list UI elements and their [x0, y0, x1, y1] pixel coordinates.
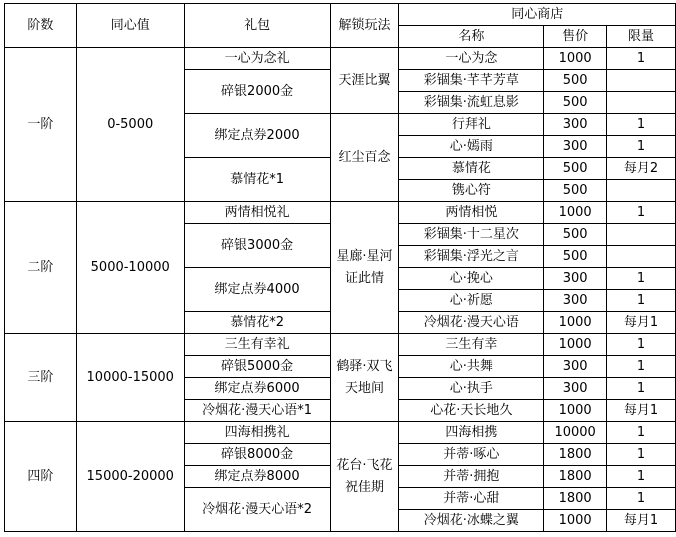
- header-shop: 同心商店: [399, 4, 676, 26]
- tier-range: 10000-15000: [76, 334, 184, 422]
- shop-name: 彩锢集·流虹息影: [399, 92, 544, 114]
- header-unlock: 解锁玩法: [330, 4, 399, 48]
- shop-limit: 1: [607, 268, 676, 290]
- shop-price: 1000: [544, 510, 607, 532]
- shop-name: 心·嫣雨: [399, 136, 544, 158]
- shop-price: 500: [544, 70, 607, 92]
- shop-price: 300: [544, 136, 607, 158]
- shop-limit: 1: [607, 488, 676, 510]
- gift-cell: 绑定点券4000: [184, 268, 330, 312]
- header-gift: 礼包: [184, 4, 330, 48]
- shop-price: 1000: [544, 334, 607, 356]
- shop-limit: 1: [607, 422, 676, 444]
- shop-name: 慕情花: [399, 158, 544, 180]
- shop-limit: 1: [607, 466, 676, 488]
- shop-limit: [607, 180, 676, 202]
- gift-cell: 三生有幸礼: [184, 334, 330, 356]
- gift-cell: 慕情花*1: [184, 158, 330, 202]
- shop-price: 500: [544, 92, 607, 114]
- shop-name: 并蒂·心甜: [399, 488, 544, 510]
- shop-name: 并蒂·啄心: [399, 444, 544, 466]
- shop-limit: 每月2: [607, 158, 676, 180]
- shop-limit: 1: [607, 334, 676, 356]
- shop-limit: 1: [607, 356, 676, 378]
- unlock-cell: 花台·飞花祝佳期: [330, 422, 399, 532]
- shop-name: 两情相悦: [399, 202, 544, 224]
- header-limit: 限量: [607, 26, 676, 48]
- shop-limit: 1: [607, 378, 676, 400]
- shop-name: 彩锢集·十二星次: [399, 224, 544, 246]
- shop-price: 1000: [544, 48, 607, 70]
- shop-limit: 1: [607, 48, 676, 70]
- shop-name: 并蒂·拥抱: [399, 466, 544, 488]
- shop-price: 300: [544, 290, 607, 312]
- shop-price: 500: [544, 180, 607, 202]
- shop-limit: 1: [607, 202, 676, 224]
- shop-name: 行拜礼: [399, 114, 544, 136]
- shop-name: 心·执手: [399, 378, 544, 400]
- shop-name: 一心为念: [399, 48, 544, 70]
- shop-name: 心·共舞: [399, 356, 544, 378]
- shop-price: 300: [544, 114, 607, 136]
- shop-price: 1800: [544, 488, 607, 510]
- shop-price: 1800: [544, 466, 607, 488]
- tier-range: 0-5000: [76, 48, 184, 202]
- shop-limit: [607, 224, 676, 246]
- shop-price: 1800: [544, 444, 607, 466]
- gift-cell: 冷烟花·漫天心语*2: [184, 488, 330, 532]
- shop-name: 彩锢集·浮光之言: [399, 246, 544, 268]
- heart-shop-table: [4, 3, 676, 532]
- gift-cell: 绑定点券8000: [184, 466, 330, 488]
- shop-name: 镌心符: [399, 180, 544, 202]
- shop-limit: 1: [607, 444, 676, 466]
- shop-price: 1000: [544, 202, 607, 224]
- shop-name: 三生有幸: [399, 334, 544, 356]
- shop-limit: [607, 92, 676, 114]
- shop-limit: 1: [607, 136, 676, 158]
- gift-cell: 慕情花*2: [184, 312, 330, 334]
- gift-cell: 绑定点券2000: [184, 114, 330, 158]
- tier-range: 15000-20000: [76, 422, 184, 532]
- header-heart-value: 同心值: [76, 4, 184, 48]
- shop-name: 心花·天长地久: [399, 400, 544, 422]
- gift-cell: 一心为念礼: [184, 48, 330, 70]
- shop-name: 彩锢集·芊芊芳草: [399, 70, 544, 92]
- gift-cell: 四海相携礼: [184, 422, 330, 444]
- shop-price: 10000: [544, 422, 607, 444]
- tier-label: 一阶: [5, 48, 77, 202]
- shop-limit: 每月1: [607, 312, 676, 334]
- unlock-cell: 鹤驿·双飞天地间: [330, 334, 399, 422]
- shop-price: 1000: [544, 400, 607, 422]
- shop-name: 四海相携: [399, 422, 544, 444]
- shop-limit: 每月1: [607, 400, 676, 422]
- shop-limit: [607, 70, 676, 92]
- unlock-cell: 星廊·星河证此情: [330, 202, 399, 334]
- shop-price: 500: [544, 246, 607, 268]
- tier-label: 四阶: [5, 422, 77, 532]
- shop-name: 冷烟花·漫天心语: [399, 312, 544, 334]
- shop-price: 500: [544, 224, 607, 246]
- unlock-cell: 红尘百念: [330, 114, 399, 202]
- shop-limit: 1: [607, 290, 676, 312]
- shop-price: 300: [544, 378, 607, 400]
- unlock-cell: 天涯比翼: [330, 48, 399, 114]
- shop-limit: 1: [607, 114, 676, 136]
- header-name: 名称: [399, 26, 544, 48]
- shop-price: 500: [544, 158, 607, 180]
- gift-cell: 碎银3000金: [184, 224, 330, 268]
- gift-cell: 碎银5000金: [184, 356, 330, 378]
- gift-cell: 两情相悦礼: [184, 202, 330, 224]
- tier-label: 三阶: [5, 334, 77, 422]
- gift-cell: 碎银2000金: [184, 70, 330, 114]
- tier-label: 二阶: [5, 202, 77, 334]
- shop-limit: [607, 246, 676, 268]
- header-price: 售价: [544, 26, 607, 48]
- tier-range: 5000-10000: [76, 202, 184, 334]
- shop-limit: 每月1: [607, 510, 676, 532]
- shop-name: 心·挽心: [399, 268, 544, 290]
- gift-cell: 绑定点券6000: [184, 378, 330, 400]
- shop-price: 300: [544, 356, 607, 378]
- shop-price: 300: [544, 268, 607, 290]
- shop-name: 心·祈愿: [399, 290, 544, 312]
- gift-cell: 碎银8000金: [184, 444, 330, 466]
- gift-cell: 冷烟花·漫天心语*1: [184, 400, 330, 422]
- shop-price: 1000: [544, 312, 607, 334]
- header-tier: 阶数: [5, 4, 77, 48]
- shop-name: 冷烟花·冰蝶之翼: [399, 510, 544, 532]
